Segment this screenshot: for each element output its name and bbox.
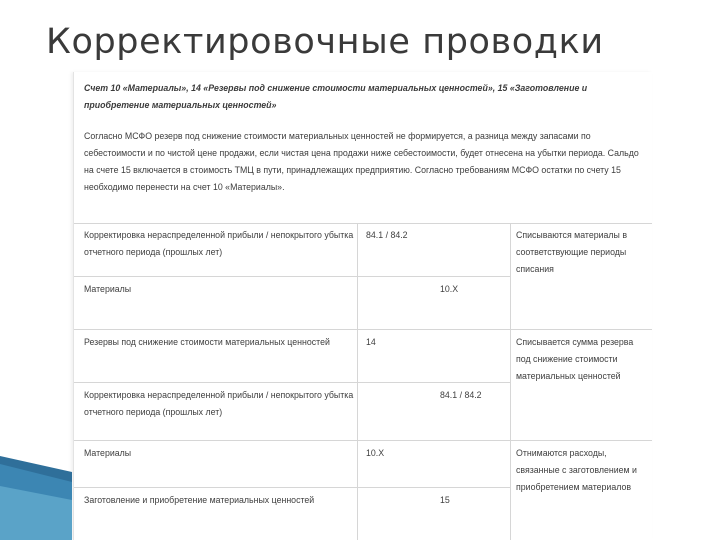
entry-debit-account: 10.Х [366, 448, 385, 458]
body-paragraph: Согласно МСФО резерв под снижение стоимости материальных ценностей не формируется, а разница между запасами по себестоимости и по чистой цене продажи, если чистая цена продажи ниже себестоимости, будет отнесена на убытки периода. Сальдо на счете 15 включается в стоимость ТМЦ в пути, принадлежащих предприятию. Согласно требованиям МСФО остатки по счету 15 необходимо перенести на счет 10 «Материалы». [84, 131, 639, 192]
section-heading: Счет 10 «Материалы», 14 «Резервы под снижение стоимости материальных ценностей», 15 «Заготовление и приобретение материальных ценностей» [84, 83, 588, 110]
table-rule [74, 440, 652, 441]
entry-description: Корректировка нераспределенной прибыли / непокрытого убытка отчетного периода (прошлых лет) [84, 230, 354, 257]
entry-description: Материалы [84, 284, 132, 294]
table-rule [74, 487, 510, 488]
table-rule [74, 276, 510, 277]
entry-description: Резервы под снижение стоимости материальных ценностей [84, 337, 330, 347]
entry-note: Отнимаются расходы, связанные с заготовлением и приобретением материалов [516, 448, 637, 492]
entry-description: Заготовление и приобретение материальных ценностей [84, 495, 315, 505]
entry-debit-account: 84.1 / 84.2 [366, 230, 408, 240]
entry-credit-account: 10.Х [440, 284, 459, 294]
entry-debit-account: 14 [366, 337, 376, 347]
table-rule [74, 382, 510, 383]
entry-note: Списываются материалы в соответствующие периоды списания [516, 230, 628, 274]
entry-credit-account: 84.1 / 84.2 [440, 390, 482, 400]
entry-note: Списывается сумма резерва под снижение стоимости материальных ценностей [516, 337, 634, 381]
table-rule [74, 329, 652, 330]
table-rule [357, 223, 358, 540]
entries-table [74, 223, 652, 540]
slide-content-panel [73, 72, 652, 540]
entry-credit-account: 15 [440, 495, 450, 505]
entry-description: Корректировка нераспределенной прибыли / непокрытого убытка отчетного периода (прошлых лет) [84, 390, 354, 417]
table-rule [510, 223, 511, 540]
entry-description: Материалы [84, 448, 132, 458]
decorative-corner-shape [0, 456, 72, 540]
table-rule [74, 223, 652, 224]
slide-title: Корректировочные проводки [46, 22, 604, 62]
